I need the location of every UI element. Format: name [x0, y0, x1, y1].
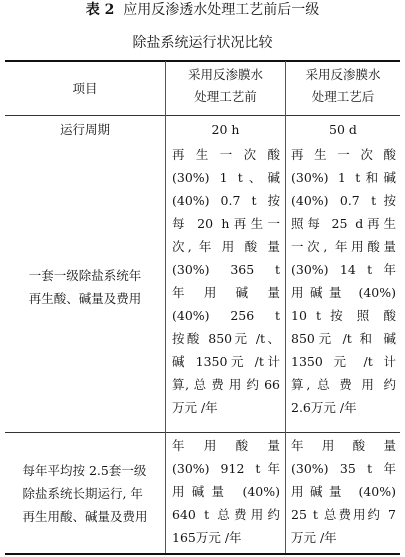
header-after: 采用反渗膜水 处理工艺后	[305, 67, 381, 104]
table-number: 表 2	[85, 2, 115, 18]
table-title-part2: 除盐系统运行状况比较	[132, 35, 273, 51]
row3-before: 年 用 酸 量 (30%) 912 t年 用碱量 (40%) 640 t 总费用约 165万元 /年	[172, 438, 280, 545]
row2-before: 再 生 一 次 酸 (30%) 1 t、碱 (40%) 0.7 t 按 每 20 h再生一 次, 年 用 酸 量 (30%) 365 t 年 用 碱 量 (40%) 256 t 按酸 850元 /t、 碱 1350元 /t计 算, 总 费 用 约 66 万元 /年	[172, 147, 280, 415]
row1-after: 50 d	[329, 122, 357, 137]
row1-before: 20 h	[211, 122, 240, 137]
row2-item: 一套一级除盐系统年 再生酸、碱量及费用	[28, 267, 142, 306]
header-bottom-rule	[5, 115, 400, 116]
row2-after: 再 生 一 次 酸 (30%) 1 t和碱 (40%) 0.7 t按 照每 25 d再生 一次, 年用酸量 (30%) 14 t 年 用碱量 (40%) 10 t 按 照 酸 850元 /t 和 碱 1350 元 /t 计 算, 总 费 用 约 2.6万元 /年	[291, 147, 396, 415]
row3-after: 年 用 酸 量 (30%) 35 t 年 用碱量 (40%) 25 t 总费用约 7 万元 /年	[291, 438, 396, 545]
table-bottom-rule	[5, 553, 400, 555]
row1-item: 运行周期	[59, 122, 110, 137]
row3-item: 每年平均按 2.5套一级 除盐系统长期运行, 年 再生用酸、碱量及费用	[22, 462, 148, 524]
header-item: 项目	[72, 80, 98, 96]
table-caption-line1	[0, 0, 405, 20]
header-before: 采用反渗膜水 处理工艺前	[187, 67, 263, 104]
table-title-part1: 应用反渗透水处理工艺前后一级	[123, 2, 320, 18]
